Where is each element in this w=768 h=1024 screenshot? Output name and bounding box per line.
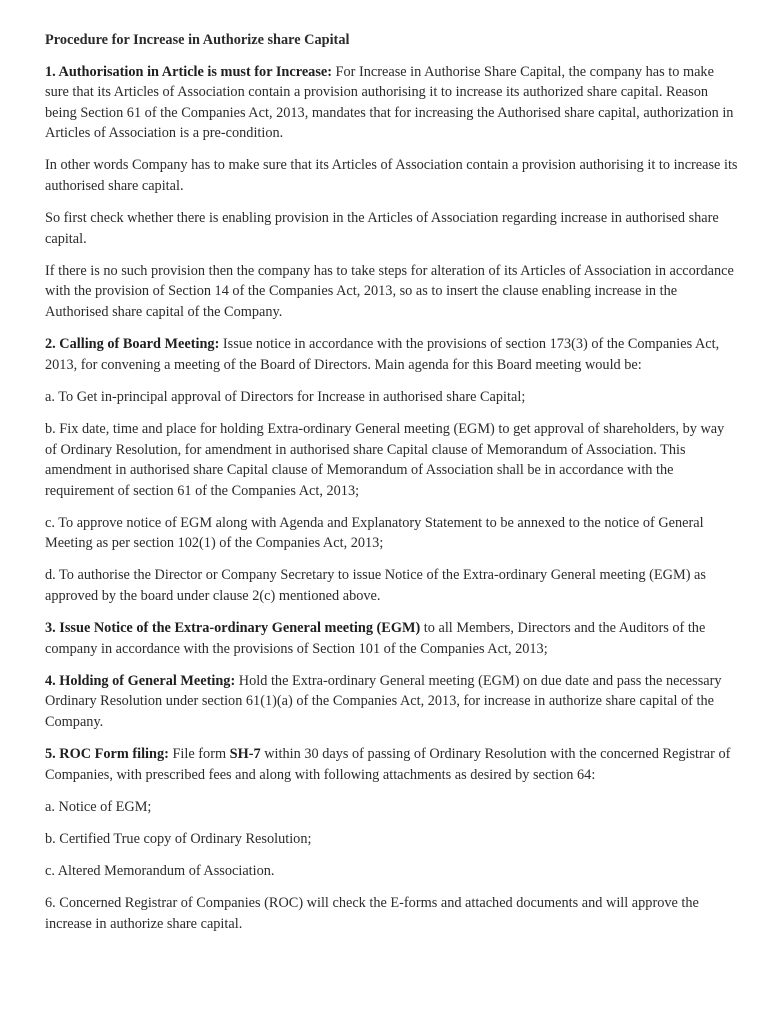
paragraph-step-5 [45,744,738,785]
paragraph-step-2 [45,334,738,375]
agenda-item-b: b. Fix date, time and place for holding Extra-ordinary General meeting (EGM) to get approval of shareholders, by way of Ordinary Resolution, for amendment in authorised share Capital clause of Memorandum of Association. This amendment in authorised share Capital clause of Memorandum of Association shall be in accordance with the requirement of section 61 of the Companies Act, 2013; [45,420,725,499]
paragraph-no-provision: If there is no such provision then the company has to take steps for alteration of its Articles of Association in accordance with the provision of Section 14 of the Companies Act, 2013, so as to insert the clause enabling increase in the Authorised share capital of the Company. [45,262,734,321]
attachment-item-c: c. Altered Memorandum of Association. [45,863,275,879]
paragraph-other-words: In other words Company has to make sure that its Articles of Association contain a provision authorising it to increase its authorised share capital. [45,157,738,195]
step-2-text: Issue notice in accordance with the provisions of section 173(3) of the Companies Act, 2013, for convening a meeting of the Board of Directors. Main agenda for this Board meeting would be: [45,336,720,373]
step-5-text: File form [168,746,230,763]
paragraph-step-1 [45,62,738,144]
step-1-heading: 1. Authorisation in Article is must for Increase: [45,63,332,80]
step-5-heading: 5. ROC Form filing: [45,746,169,763]
paragraph-step-4 [45,671,738,733]
form-sh7-label: SH-7 [229,746,261,763]
attachment-item-b: b. Certified True copy of Ordinary Resolution; [45,830,312,847]
step-4-heading: 4. Holding of General Meeting: [45,672,236,689]
paragraph-first-check: So first check whether there is enabling provision in the Articles of Association regarding increase in authorised share capital. [45,210,719,247]
document-title: Procedure for Increase in Authorize share Capital [45,32,350,48]
step-1-text: For Increase in Authorise Share Capital, the company has to make sure that its Articles of Association contain a provision authorising it to increase its authorized share capital. Reason being Section 61 of the Companies Act, 2013, mandates that for increasing the Authorised share capital, authorization in Articles of Association is a pre-condition. [45,63,734,142]
paragraph-step-3 [45,618,738,659]
step-3-text: to all Members, Directors and the Auditors of the company in accordance with the provisions of Section 101 of the Companies Act, 2013; [45,620,706,657]
step-2-heading: 2. Calling of Board Meeting: [45,336,220,353]
paragraph-step-6: 6. Concerned Registrar of Companies (ROC) will check the E-forms and attached documents and will approve the increase in authorize share capital. [45,895,699,932]
attachment-item-a: a. Notice of EGM; [45,798,152,815]
step-4-text: Hold the Extra-ordinary General meeting (EGM) on due date and pass the necessary Ordinary Resolution under section 61(1)(a) of the Companies Act, 2013, for increase in authorize share capital of the Company. [45,672,722,731]
agenda-item-a: a. To Get in-principal approval of Directors for Increase in authorised share Capital; [45,388,526,405]
agenda-item-d: d. To authorise the Director or Company Secretary to issue Notice of the Extra-ordinary General meeting (EGM) as approved by the board under clause 2(c) mentioned above. [45,567,706,605]
step-3-heading: 3. Issue Notice of the Extra-ordinary General meeting (EGM) [45,620,421,637]
agenda-item-c: c. To approve notice of EGM along with Agenda and Explanatory Statement to be annexed to the notice of General Meeting as per section 102(1) of the Companies Act, 2013; [45,514,704,552]
step-5-text-cont: within 30 days of passing of Ordinary Resolution with the concerned Registrar of Companies, with prescribed fees and along with following attachments as desired by section 64: [45,746,731,783]
